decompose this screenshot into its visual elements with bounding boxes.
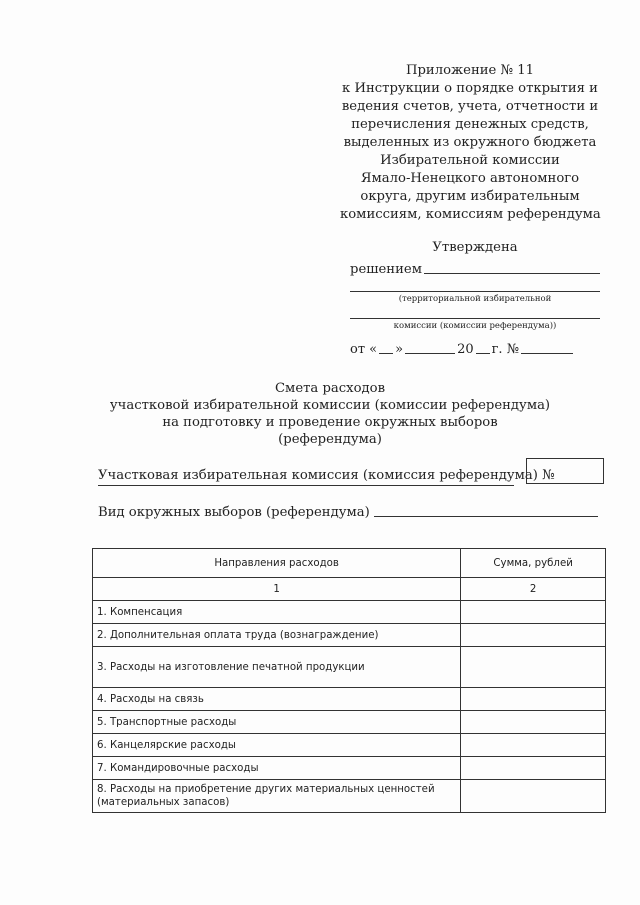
table-header-row: [93, 549, 606, 578]
table-row: [93, 688, 606, 711]
estimate-title-line: на подготовку и проведение окружных выборов: [162, 415, 498, 430]
decision-number-field[interactable]: [521, 341, 573, 354]
appendix-line: выделенных из окружного бюджета: [343, 135, 597, 150]
amount-cell[interactable]: [461, 601, 606, 624]
estimate-title-line: участковой избирательной комиссии (комиссии референдума): [109, 398, 551, 413]
approval-title: Утверждена: [432, 240, 518, 255]
date-day-field[interactable]: [379, 341, 393, 354]
amount-cell[interactable]: [461, 647, 606, 688]
expense-name: 8. Расходы на приобретение других материальных ценностей (материальных запасов): [93, 780, 461, 813]
date-from-label: от «: [350, 342, 378, 357]
decision-row: [350, 261, 600, 277]
date-quote-close: »: [395, 342, 404, 357]
expense-name: 1. Компенсация: [93, 601, 461, 624]
election-type-field[interactable]: [374, 504, 598, 517]
column-number: 1: [93, 578, 461, 601]
appendix-line: ведения счетов, учета, отчетности и: [341, 99, 599, 114]
commission-row: [98, 458, 604, 488]
commission-label-underline: [98, 485, 514, 486]
commission-number-box[interactable]: [526, 458, 604, 484]
date-year-field[interactable]: [476, 341, 490, 354]
date-row: [350, 341, 600, 357]
commission-label: Участковая избирательная комиссия (комиссия референдума) №: [98, 468, 555, 483]
header-amount: Сумма, рублей: [461, 549, 606, 578]
commission-name-field[interactable]: [350, 281, 600, 292]
table-number-row: [93, 578, 606, 601]
amount-cell[interactable]: [461, 688, 606, 711]
amount-cell[interactable]: [461, 757, 606, 780]
table-row: [93, 780, 606, 813]
election-row: [98, 504, 598, 520]
expense-name: 5. Транспортные расходы: [93, 711, 461, 734]
table-row: [93, 711, 606, 734]
appendix-line: Избирательной комиссии: [380, 153, 560, 168]
table-row: [93, 601, 606, 624]
amount-cell[interactable]: [461, 734, 606, 757]
decision-label: решением: [350, 262, 422, 277]
expense-name: 4. Расходы на связь: [93, 688, 461, 711]
appendix-line: Приложение № 11: [405, 63, 534, 78]
table-row: [93, 647, 606, 688]
date-month-field[interactable]: [405, 341, 455, 354]
date-number-label: г. №: [491, 342, 520, 357]
election-label: Вид окружных выборов (референдума): [98, 505, 370, 520]
appendix-line: комиссиям, комиссиям референдума: [340, 207, 601, 222]
column-number: 2: [461, 578, 606, 601]
expense-name: 6. Канцелярские расходы: [93, 734, 461, 757]
estimate-title: [100, 380, 560, 448]
estimate-title-line: (референдума): [278, 432, 382, 447]
commission-caption-1: (территориальной избирательной: [398, 294, 552, 304]
appendix-line: к Инструкции о порядке открытия и: [342, 81, 598, 96]
expense-name: 2. Дополнительная оплата труда (вознаграждение): [93, 624, 461, 647]
amount-cell[interactable]: [461, 780, 606, 813]
header-expense-direction: Направления расходов: [93, 549, 461, 578]
commission-name-field-2[interactable]: [350, 308, 600, 319]
amount-cell[interactable]: [461, 624, 606, 647]
appendix-header: [340, 62, 600, 224]
appendix-line: округа, другим избирательным: [360, 189, 580, 204]
date-year-prefix: 20: [457, 342, 474, 357]
approval-block: [350, 240, 600, 357]
amount-cell[interactable]: [461, 711, 606, 734]
table-row: [93, 624, 606, 647]
appendix-line: перечисления денежных средств,: [351, 117, 589, 132]
expense-table: [92, 548, 606, 813]
expense-name: 7. Командировочные расходы: [93, 757, 461, 780]
expense-table-wrap: [92, 548, 606, 813]
table-row: [93, 757, 606, 780]
estimate-title-line: Смета расходов: [274, 381, 386, 396]
expense-name: 3. Расходы на изготовление печатной продукции: [93, 647, 461, 688]
commission-caption-2: комиссии (комиссии референдума)): [393, 321, 557, 331]
appendix-line: Ямало-Ненецкого автономного: [360, 171, 580, 186]
table-row: [93, 734, 606, 757]
decision-field[interactable]: [424, 261, 600, 274]
